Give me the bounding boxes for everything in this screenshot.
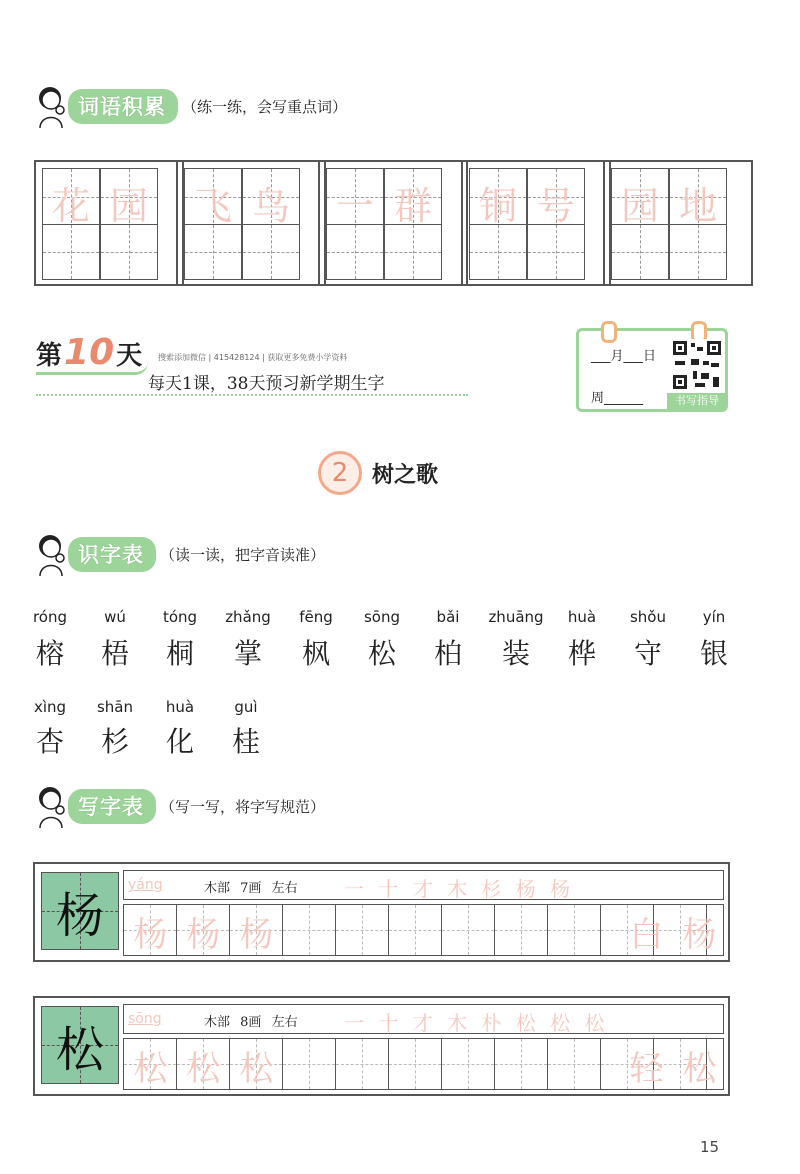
pinyin: huà bbox=[165, 698, 195, 716]
boy-icon bbox=[32, 784, 72, 828]
write-title: 写字表 bbox=[68, 789, 156, 824]
word-box-5[interactable] bbox=[603, 160, 753, 286]
hanzi: 桐 bbox=[165, 637, 194, 670]
hanzi: 梧 bbox=[100, 637, 129, 670]
trace-char: 白 bbox=[629, 915, 664, 955]
pinyin-slot[interactable]: yáng bbox=[128, 877, 163, 893]
trace-char: 松 bbox=[239, 1049, 274, 1089]
trace-char: 杨 bbox=[682, 915, 717, 955]
trace-char: 杨 bbox=[186, 915, 221, 955]
model-char-cell bbox=[41, 872, 119, 950]
model-char: 杨 bbox=[55, 888, 104, 944]
page-number: 15 bbox=[700, 1138, 720, 1156]
trace-char: 轻 bbox=[629, 1049, 664, 1089]
boy-icon bbox=[32, 84, 72, 128]
writing-row bbox=[33, 996, 730, 1096]
vocab-title: 词语积累 bbox=[68, 89, 178, 124]
hanzi: 守 bbox=[633, 637, 662, 670]
pinyin: bǎi bbox=[436, 608, 460, 626]
lesson-title: 树之歌 bbox=[372, 462, 439, 488]
pinyin: huà bbox=[567, 608, 597, 626]
boy-icon bbox=[32, 532, 72, 576]
hanzi: 银 bbox=[699, 637, 728, 670]
recognize-title: 识字表 bbox=[68, 537, 156, 572]
pinyin: fēng bbox=[299, 608, 333, 626]
word-char: 园 bbox=[109, 184, 148, 228]
ring-icon bbox=[601, 321, 617, 343]
char-meta bbox=[204, 1011, 298, 1030]
structure: 左右 bbox=[271, 1015, 298, 1030]
hanzi: 杏 bbox=[35, 725, 64, 758]
word-char: 鸟 bbox=[251, 184, 290, 228]
stroke-sequence: 一 十 才 木 朴 松 松 松 bbox=[344, 1011, 609, 1035]
day-underline bbox=[36, 362, 148, 375]
word-char: 花 bbox=[51, 184, 90, 228]
word-char: 飞 bbox=[193, 184, 232, 228]
qr-code-icon[interactable] bbox=[671, 339, 723, 391]
word-box-4[interactable] bbox=[461, 160, 611, 286]
model-char: 松 bbox=[55, 1022, 104, 1078]
model-char-cell bbox=[41, 1006, 119, 1084]
dotted-divider bbox=[36, 394, 468, 396]
trace-char: 松 bbox=[682, 1049, 717, 1089]
day-prefix: 第 bbox=[36, 341, 63, 371]
stroke-count: 7画 bbox=[240, 881, 262, 896]
word-char: 群 bbox=[393, 184, 432, 228]
promo-text: 搜索添加微信 | 415428124 | 获取更多免费小学资料 bbox=[158, 353, 348, 362]
trace-char: 松 bbox=[186, 1049, 221, 1089]
practice-grid[interactable] bbox=[123, 904, 724, 956]
hanzi: 柏 bbox=[433, 637, 462, 670]
practice-grid[interactable] bbox=[123, 1038, 724, 1090]
pinyin: xìng bbox=[33, 698, 67, 716]
hanzi: 装 bbox=[501, 637, 530, 670]
stroke-count: 8画 bbox=[240, 1015, 262, 1030]
structure: 左右 bbox=[271, 881, 298, 896]
stroke-sequence: 一 十 才 木 杉 杨 杨 bbox=[344, 877, 575, 901]
weekday-field[interactable]: 周______ bbox=[591, 391, 644, 406]
write-section-header bbox=[32, 786, 325, 826]
word-char: 一 bbox=[335, 184, 374, 228]
pinyin: shǒu bbox=[629, 608, 666, 626]
hanzi: 枫 bbox=[301, 637, 330, 670]
word-box-3[interactable] bbox=[318, 160, 468, 286]
hanzi: 榕 bbox=[35, 637, 64, 670]
trace-char: 杨 bbox=[133, 915, 168, 955]
pinyin: wú bbox=[104, 608, 126, 626]
hanzi: 松 bbox=[367, 637, 396, 670]
hanzi: 桂 bbox=[231, 725, 260, 758]
pinyin: zhuāng bbox=[488, 608, 544, 626]
hanzi: 掌 bbox=[233, 637, 262, 670]
write-note: （写一写，将字写规范） bbox=[160, 797, 326, 816]
word-box-1[interactable] bbox=[34, 160, 184, 286]
trace-char: 松 bbox=[133, 1049, 168, 1089]
vocab-section-header bbox=[32, 86, 347, 126]
word-char: 园 bbox=[620, 184, 659, 228]
date-card bbox=[576, 328, 728, 412]
lesson-title-block bbox=[318, 451, 438, 495]
lesson-number: 2 bbox=[318, 451, 362, 495]
char-meta bbox=[204, 877, 298, 896]
pinyin: guì bbox=[234, 698, 258, 716]
day-suffix: 天 bbox=[116, 341, 143, 371]
pinyin: zhǎng bbox=[225, 608, 271, 626]
pinyin: tóng bbox=[162, 608, 198, 626]
word-char: 号 bbox=[536, 184, 575, 228]
char-info-line bbox=[123, 870, 724, 900]
radical: 木部 bbox=[204, 1015, 231, 1030]
day-number: 10 bbox=[64, 332, 115, 373]
radical: 木部 bbox=[204, 881, 231, 896]
char-info-line bbox=[123, 1004, 724, 1034]
pinyin: sōng bbox=[363, 608, 401, 626]
word-box-2[interactable] bbox=[176, 160, 326, 286]
date-field[interactable]: ___月___日 bbox=[591, 349, 657, 364]
recognize-section-header bbox=[32, 534, 325, 574]
pinyin: shān bbox=[96, 698, 134, 716]
hanzi: 桦 bbox=[567, 637, 596, 670]
pinyin: róng bbox=[32, 608, 68, 626]
day-slogan: 每天1课，38天预习新学期生字 bbox=[148, 374, 385, 394]
pinyin: yín bbox=[702, 608, 726, 626]
recognize-note: （读一读，把字音读准） bbox=[160, 545, 326, 564]
writing-row bbox=[33, 862, 730, 962]
hanzi: 杉 bbox=[100, 725, 129, 758]
hanzi: 化 bbox=[165, 725, 194, 758]
word-char: 地 bbox=[678, 184, 717, 228]
writing-guide-label: 书写指导 bbox=[667, 393, 727, 409]
pinyin-slot[interactable]: sōng bbox=[128, 1011, 162, 1027]
word-char: 铜 bbox=[478, 184, 517, 228]
trace-char: 杨 bbox=[239, 915, 274, 955]
vocab-note: （练一练，会写重点词） bbox=[182, 97, 348, 116]
